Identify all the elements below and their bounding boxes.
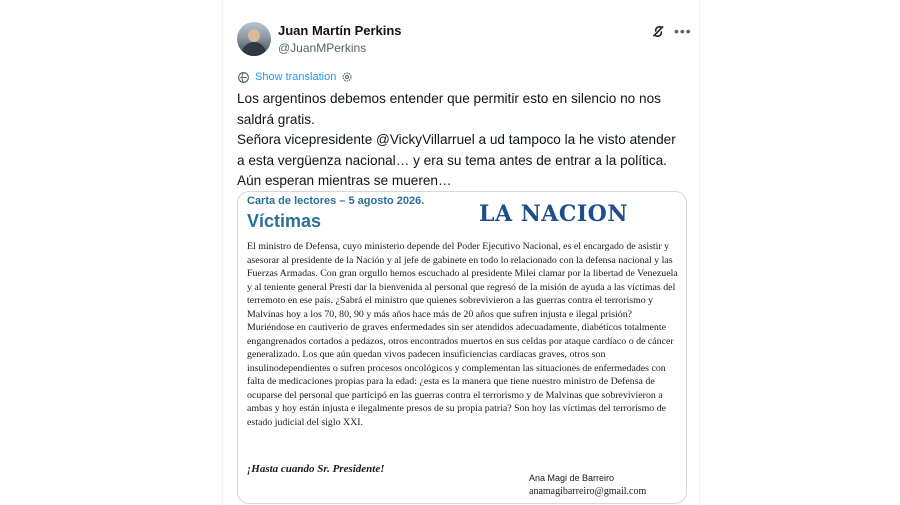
tweet-text xyxy=(237,89,687,192)
signature-email: anamagibarreiro@gmail.com xyxy=(529,486,647,497)
author-handle[interactable]: @JuanMPerkins xyxy=(278,41,367,55)
clipping-title: Víctimas xyxy=(247,211,322,231)
signature-name: Ana Magi de Barreiro xyxy=(529,473,615,483)
show-translation-label[interactable]: Show translation xyxy=(255,71,337,83)
clipping-closing: ¡Hasta cuando Sr. Presidente! xyxy=(247,463,385,475)
gear-icon[interactable] xyxy=(341,71,353,83)
translate-icon xyxy=(237,71,250,84)
grok-icon[interactable] xyxy=(651,24,666,39)
tweet-line: Aún esperan mientras se mueren… xyxy=(237,173,452,188)
clipping-body: El ministro de Defensa, cuyo ministerio depende del Poder Ejecutivo Nacional, es el encargado de asistir y asesorar al presidente de la Nación y al jefe de gabinete en todo lo relacionado con la defensa nacional y las Fuerzas Armadas. Con gran orgullo hemos escuchado al presidente Milei clamar por la libertad de Venezuela y al teniente general Presti dar la bienvenida al personal que regresó de la misión de ayuda a las víctimas del terremoto en ese país. ¿Sabrá el ministro que quienes sobrevivieron a las guerras contra el terrorismo y Malvinas hoy a los 70, 80, 90 y más años hace más de 20 años que sufren injusta e ilegal prisión? Muriéndose en cautiverio de graves enfermedades sin ser atendidos adecuadamente, diabéticos totalmente engangrenados cortados a pedazos, otros encontrados muertos en sus celdas por ataque cardíaco o de cáncer generalizado. Los que aún quedan vivos padecen insuficiencias cardíacas graves, otros son insulinodependientes o sufren procesos oncológicos y complementan las situaciones de enfermedades con falta de medicaciones propias para la edad: ¿esta es la manera que tiene nuestro ministro de Defensa de ocuparse del personal que participó en las guerras contra el terrorismo y de Malvinas que sobrevivieron a ambas y hoy están injusta e ilegalmente presos de su propia patria? Son hoy las víctimas del terrorismo de estado judicial del siglo XXI. xyxy=(247,241,678,428)
tweet-line: Señora vicepresidente @VickyVillarruel a ud tampoco la he visto atender a esta vergüenza nacional… y era su tema antes de entrar a la política. xyxy=(237,132,676,168)
clipping-header: Carta de lectores – 5 agosto 2026. xyxy=(247,195,425,207)
more-icon[interactable]: ••• xyxy=(674,23,692,39)
author-name[interactable]: Juan Martín Perkins xyxy=(278,23,402,38)
newspaper-logo: LA NACION xyxy=(479,201,628,227)
tweet-line: Los argentinos debemos entender que permitir esto en silencio no nos saldrá gratis. xyxy=(237,91,661,127)
show-translation-button[interactable] xyxy=(237,69,353,85)
tweet-card xyxy=(222,0,700,505)
attached-image[interactable] xyxy=(237,191,687,504)
avatar[interactable] xyxy=(237,22,271,56)
